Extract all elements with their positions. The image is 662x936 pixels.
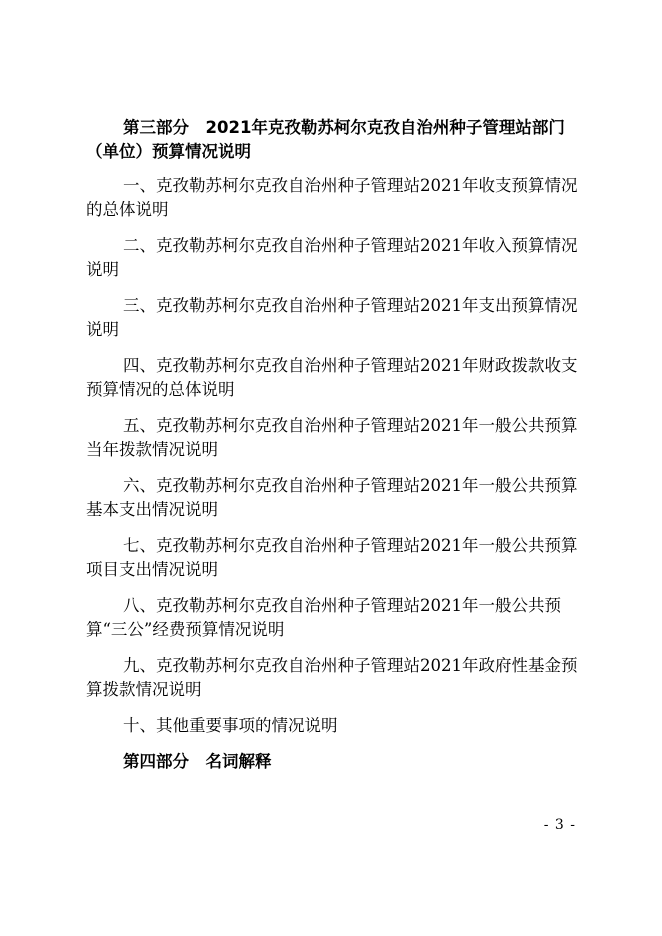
toc-item-4: 四、克孜勒苏柯尔克孜自治州种子管理站2021年财政拨款收支预算情况的总体说明 — [86, 356, 578, 399]
table-of-contents — [86, 116, 586, 774]
toc-item-1: 一、克孜勒苏柯尔克孜自治州种子管理站2021年收支预算情况的总体说明 — [86, 176, 578, 219]
toc-item-8: 八、克孜勒苏柯尔克孜自治州种子管理站2021年一般公共预算“三公”经费预算情况说明 — [86, 596, 561, 639]
toc-item-3: 三、克孜勒苏柯尔克孜自治州种子管理站2021年支出预算情况说明 — [86, 296, 578, 339]
toc-item-7: 七、克孜勒苏柯尔克孜自治州种子管理站2021年一般公共预算项目支出情况说明 — [86, 536, 578, 579]
toc-item-5: 五、克孜勒苏柯尔克孜自治州种子管理站2021年一般公共预算当年拨款情况说明 — [86, 416, 578, 459]
section-4-heading: 第四部分 名词解释 — [123, 752, 272, 771]
toc-item-6: 六、克孜勒苏柯尔克孜自治州种子管理站2021年一般公共预算基本支出情况说明 — [86, 476, 578, 519]
toc-item-9: 九、克孜勒苏柯尔克孜自治州种子管理站2021年政府性基金预算拨款情况说明 — [86, 656, 578, 699]
section-3-heading: 第三部分 2021年克孜勒苏柯尔克孜自治州种子管理站部门（单位）预算情况说明 — [86, 118, 565, 161]
toc-item-2: 二、克孜勒苏柯尔克孜自治州种子管理站2021年收入预算情况说明 — [86, 236, 578, 279]
toc-item-10: 十、其他重要事项的情况说明 — [123, 716, 338, 735]
page-number: - 3 - — [543, 817, 576, 833]
